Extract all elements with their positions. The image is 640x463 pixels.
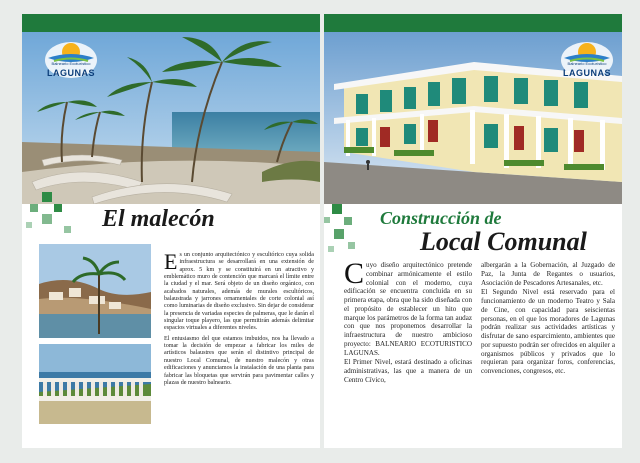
page-title: Local Comunal bbox=[420, 227, 587, 256]
dropcap: E bbox=[164, 249, 178, 274]
paragraph-2: El entusiasmo del que estamos imbuidos, nos ha llevado a tomar la decisión de empezar a fabricar los miles de artísticos balaustres que serán el distintivo principal de nuestro Local Comunal, de nuestro malecón y otras edificaciones y anunciamos la instalación de una planta para fabricar las bloquetas que servirán para pavimentar calles y plazas de nuestro balneario. bbox=[164, 335, 314, 386]
lagunas-logo bbox=[554, 36, 620, 80]
right-page bbox=[324, 14, 622, 448]
top-green-bar bbox=[324, 14, 622, 32]
col2-paragraph-1: albergarán a la Gobernación, al Juzgado de Paz, la Junta de Regantes o usuarios, Asociación de Pescadores Artesanales, etc. bbox=[481, 261, 615, 287]
col2-paragraph-2: El Segundo Nivel está reservado para el funcionamiento de un moderno Teatro y Sala de Cine, con capacidad para seiscientas personas, en el que los moradores de Lagunas podrán realizar sus actividades artísticas y disfrutar de sano esparcimiento, ambientes que por supuesto podrán ser ofrecidos en alquiler a organismos públicos y privados que lo requieran para organizar foros, conferencias, convenciones, congresos, etc. bbox=[481, 288, 615, 375]
logo-name: LAGUNAS bbox=[563, 68, 611, 78]
col1-paragraph-2: El Primer Nivel, estará destinado a oficinas administrativas, las que a manera de un Centro Cívico, bbox=[344, 358, 472, 384]
top-green-bar bbox=[22, 14, 320, 32]
paragraph-1: s un conjunto arquitectónico y escultórico cuya solida infraestructura se desarrollará en una extensión de aprox. 5 km y se constituirá en un atractivo y emblemático muro de contención que marcará el límite entre la ciudad y el mar. Será objeto de un diseño orgánico, con acabados naturales, además de murales escultóricos, balaustrada y jarrones ornamentales de corte colonial así como luminarias de diseño exclusivo. Sin dejar de considerar la presencia de variadas especies de palmeras, que le darán el singular toque playero, las que permitirán además delimitar espacios virtuales a diferentes niveles. bbox=[164, 252, 314, 332]
left-page bbox=[22, 14, 320, 448]
dropcap: C bbox=[344, 257, 365, 290]
coastal-town-photo bbox=[39, 244, 151, 338]
logo-tagline: Balneario Ecoturístico bbox=[51, 61, 91, 66]
title-line-1: Construcción de bbox=[380, 208, 502, 228]
page-title: El malecón bbox=[102, 206, 215, 232]
logo-name: LAGUNAS bbox=[47, 68, 95, 78]
local-comunal-col-2 bbox=[481, 261, 615, 377]
lagunas-logo bbox=[38, 36, 104, 80]
malecon-body bbox=[164, 249, 314, 390]
col1-paragraph-1: uyo diseño arquitectónico pretende combinar armónicamente el estilo colonial con el moderno, cuya edificación se encuentra concluida en su primera etapa, obra que ha sido diseñada con el propósito de establecer un hito que marque los parámetros de la forma tan audaz con que nos proponemos desarrollar la infraestructura de nuestro ambicioso proyecto: BALNEARIO ECOTURISTICO LAGUNAS. bbox=[344, 261, 472, 357]
local-comunal-col-1 bbox=[344, 257, 472, 386]
balustrade-photo bbox=[39, 344, 151, 424]
logo-tagline: Balneario Ecoturístico bbox=[567, 61, 607, 66]
